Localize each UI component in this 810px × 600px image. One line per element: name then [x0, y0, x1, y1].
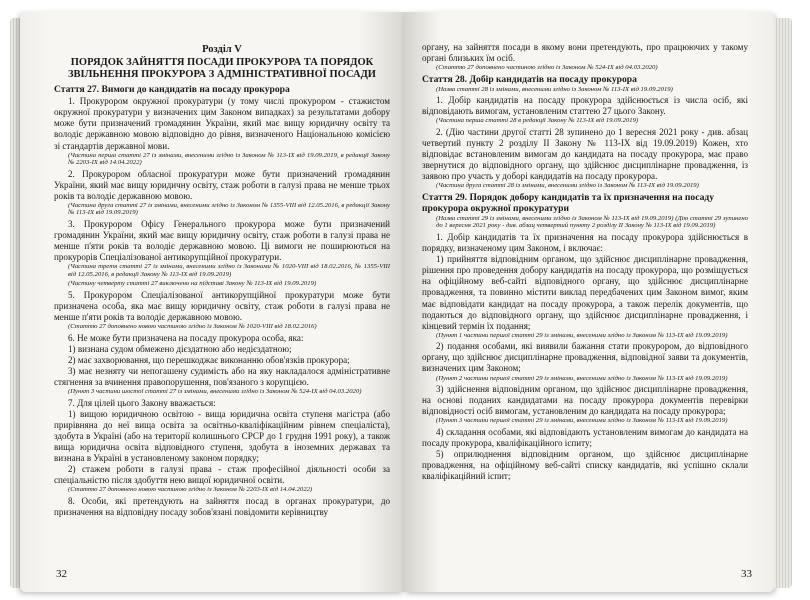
paragraph: 1. Добір кандидатів та їх призначення на посаду прокурора здійснюється в порядку, визначеному цим Законом, і включає:: [422, 231, 748, 254]
left-page: [20, 12, 404, 592]
paragraph: 3) має незняту чи непогашену судимість або на яку накладалося адміністративне стягнення за вчинення правопорушення, пов'язаного з корупцією.: [54, 365, 390, 387]
paragraph: 1) прийняття відповідним органом, що здійснює дисциплінарне провадження, рішення про проведення добору кандидатів на посаду прокурора, що розміщується на офіційному веб-сайті відповідного органу, що здійснює дисциплінарне провадження, та повинно містити виклад передбачених цим Законом вимог, яким має відповідати кандидат на посаду прокурора, а також перелік документів, що подаються до відповідного органу, що здійснює дисциплінарне провадження, і кінцевий термін їх подання;: [422, 254, 748, 331]
legal-note: (Пункт 1 частини першої статті 29 із змінами, внесеними згідно із Законом № 113-IX від 19.09.2019): [436, 331, 728, 339]
paragraph: 3) здійснення відповідним органом, що здійснює дисциплінарне провадження, на основі поданих кандидатами на посаду прокурора документів перевірки відповідності осіб вимогам, установленим до кандидата на посаду прокурора;: [422, 384, 748, 417]
legal-note: (Статтю 27 доповнено частиною згідно із Законом № 524-IX від 04.03.2020): [436, 64, 658, 72]
chapter-title: ПОРЯДОК ЗАЙНЯТТЯ ПОСАДИ ПРОКУРОРА ТА ПОРЯДОК ЗВІЛЬНЕННЯ ПРОКУРОРА З АДМІНІСТРАТИВНОЇ ПОСАДИ: [68, 57, 376, 81]
paragraph: 2) подання особами, які виявили бажання стати прокурором, до відповідного органу, що здійснює дисциплінарне провадження, відповідної заяви та документів, визначених цим Законом;: [422, 341, 748, 374]
article-title: Стаття 29. Порядок добору кандидатів та їх призначення на посаду прокурора окружної прокуратури: [422, 191, 715, 214]
left-page-body: [54, 96, 390, 518]
article-title: Стаття 28. Добір кандидатів на посаду прокурора: [422, 73, 637, 85]
right-page-body: [422, 42, 748, 482]
legal-note: (Частина перша статті 27 із змінами, внесеними згідно із Законом № 113-IX від 19.09.2019, в редакції Закону № 2203-IX від 14.04.2022): [68, 151, 390, 167]
paragraph: 2. (Дію частини другої статті 28 зупинено до 1 вересня 2021 року - див. абзац четвертий пункту 2 розділу II Закону № 113-IX від 19.09.2019) Кожен, хто відповідає встановленим вимогам до кандидата на посаду прокурора, має право звернутися до відповідного органу, що здійснює дисциплінарне провадження, із заявою про участь у доборі кандидатів на посаду прокурора.: [422, 126, 748, 182]
paragraph: органу, на зайняття посади в якому вони претендують, про працюючих у такому органі близьких їм осіб.: [422, 42, 748, 64]
paragraph: 2. Прокурором обласної прокуратури може бути призначений громадянин України, який має вищу юридичну освіту, стаж роботи в галузі права не менше трьох років та володіє державною мовою.: [54, 168, 390, 201]
legal-note: (Пункт 2 частини першої статті 29 із змінами, внесеними згідно із Законом № 113-IX від 19.09.2019): [436, 374, 728, 382]
paragraph: 1. Добір кандидатів на посаду прокурора здійснюється із числа осіб, які відповідають вимогам, установленим статтею 27 цього Закону.: [422, 95, 748, 117]
legal-note: (Статтю 27 доповнено новою частиною згідно із Законом № 1020-VIII від 18.02.2016): [68, 323, 317, 331]
legal-note: (Частина друга статті 28 із змінами, внесеними згідно із Законом № 113-IX від 19.09.2019): [436, 182, 699, 190]
paragraph: 3. Прокурором Офісу Генерального прокурора може бути призначений громадянин України, який має вищу юридичну освіту, стаж роботи в галузі права не менше п'яти років та володіє державною мовою. Ці вимоги не поширюються на прокурорів Спеціалізованої антикорупційної прокуратури.: [54, 218, 390, 263]
legal-note: (Пункт 3 частини першої статті 29 із змінами, внесеними згідно із Законом № 113-IX від 19.09.2019): [436, 417, 728, 425]
page-number-left: 32: [56, 568, 67, 580]
right-page-edges: [774, 18, 792, 588]
paragraph: 1) вищою юридичною освітою - вища юридична освіта ступеня магістра (або прирівняна до неї вища освіта за освітньо-кваліфікаційним рівнем спеціаліста), здобута в Україні (або на території колишнього СРСР до 1 грудня 1991 року), а також вища юридична освіта відповідного ступеня, здобута в іноземних державах та визнана в Україні в установленому законом порядку;: [54, 408, 390, 463]
right-page: [404, 12, 774, 592]
paragraph: 5) оприлюднення відповідним органом, що здійснює дисциплінарне провадження, на офіційному веб-сайті списку кандидатів, які успішно склали кваліфікаційний іспит;: [422, 449, 748, 482]
legal-note: (Частину четверту статті 27 виключено на підставі Закону № 113-IX від 19.09.2019): [68, 280, 317, 288]
paragraph: 7. Для цілей цього Закону вважається:: [68, 397, 216, 408]
legal-note: (Частина третя статті 27 із змінами, внесеними згідно із Законами № 1020-VIII від 18.02.2016, № 1355-VIII від 12.05.2016, в редакції Закону № 113-IX від 19.09.2019): [68, 263, 390, 278]
left-page-edges: [10, 18, 20, 588]
legal-note: (Частина перша статті 28 в редакції Закону № 113-IX від 19.09.2019): [436, 117, 639, 125]
paragraph: 6. Не може бути призначена на посаду прокурора особа, яка:: [68, 332, 304, 343]
legal-note: (Назва статті 29 із змінами, внесеними згідно із Законом № 113-IX від 19.09.2019) (Дію статті 29 зупинено до 1 вересня 2021 року - див. абзац четвертий пункту 2 розділу II Закону № 113-IX від 19.09.2019): [436, 214, 748, 230]
paragraph: 1) визнана судом обмежено дієздатною або недієздатною;: [68, 343, 292, 354]
paragraph: 8. Особи, які претендують на зайняття посад в органах прокуратури, до призначення на відповідну посаду зобов'язані повідомити керівництву: [54, 495, 390, 517]
paragraph: 4) складання особами, які відповідають установленим вимогам до кандидата на посаду прокурора, кваліфікаційного іспиту;: [422, 426, 748, 448]
paragraph: 2) має захворювання, що перешкоджає виконанню обов'язків прокурора;: [68, 354, 350, 365]
legal-note: (Статтю 27 доповнено новою частиною згідно із Законом № 2203-IX від 14.04.2022): [68, 486, 313, 494]
paragraph: 1. Прокурором окружної прокуратури (у тому числі прокурором - стажистом окружної прокуратури у визначених цим Законом випадках) за результатами добору може бути призначений громадянин України, який має вищу юридичну освіту та володіє державною мовою відповідно до рівня, визначеного Національною комісією зі стандартів державної мови.: [54, 96, 390, 151]
section-heading: Розділ V: [202, 44, 242, 55]
legal-note: (Частина друга статті 27 із змінами, внесеними згідно із Законом № 1355-VIII від 12.05.2016, в редакції Закону № 113-IX від 19.09.2019): [68, 201, 390, 217]
page-number-right: 33: [741, 568, 752, 580]
legal-note: (Назва статті 28 із змінами, внесеними згідно із Законом № 113-IX від 19.09.2019): [436, 85, 673, 93]
paragraph: 2) стажем роботи в галузі права - стаж професійної діяльності особи за спеціальністю після здобуття нею вищої юридичної освіти.: [54, 464, 390, 486]
paragraph: 5. Прокурором Спеціалізованої антикорупційної прокуратури може бути призначена особа, яка має вищу юридичну освіту, стаж роботи в галузі права не менше п'яти років та володіє державною мовою.: [54, 289, 390, 322]
article-27-title: Стаття 27. Вимоги до кандидатів на посаду прокурора: [54, 84, 290, 96]
legal-note: (Пункт 3 частини шостої статті 27 із змінами, внесеними згідно із Законом № 524-IX від 04.03.2020): [68, 388, 362, 396]
